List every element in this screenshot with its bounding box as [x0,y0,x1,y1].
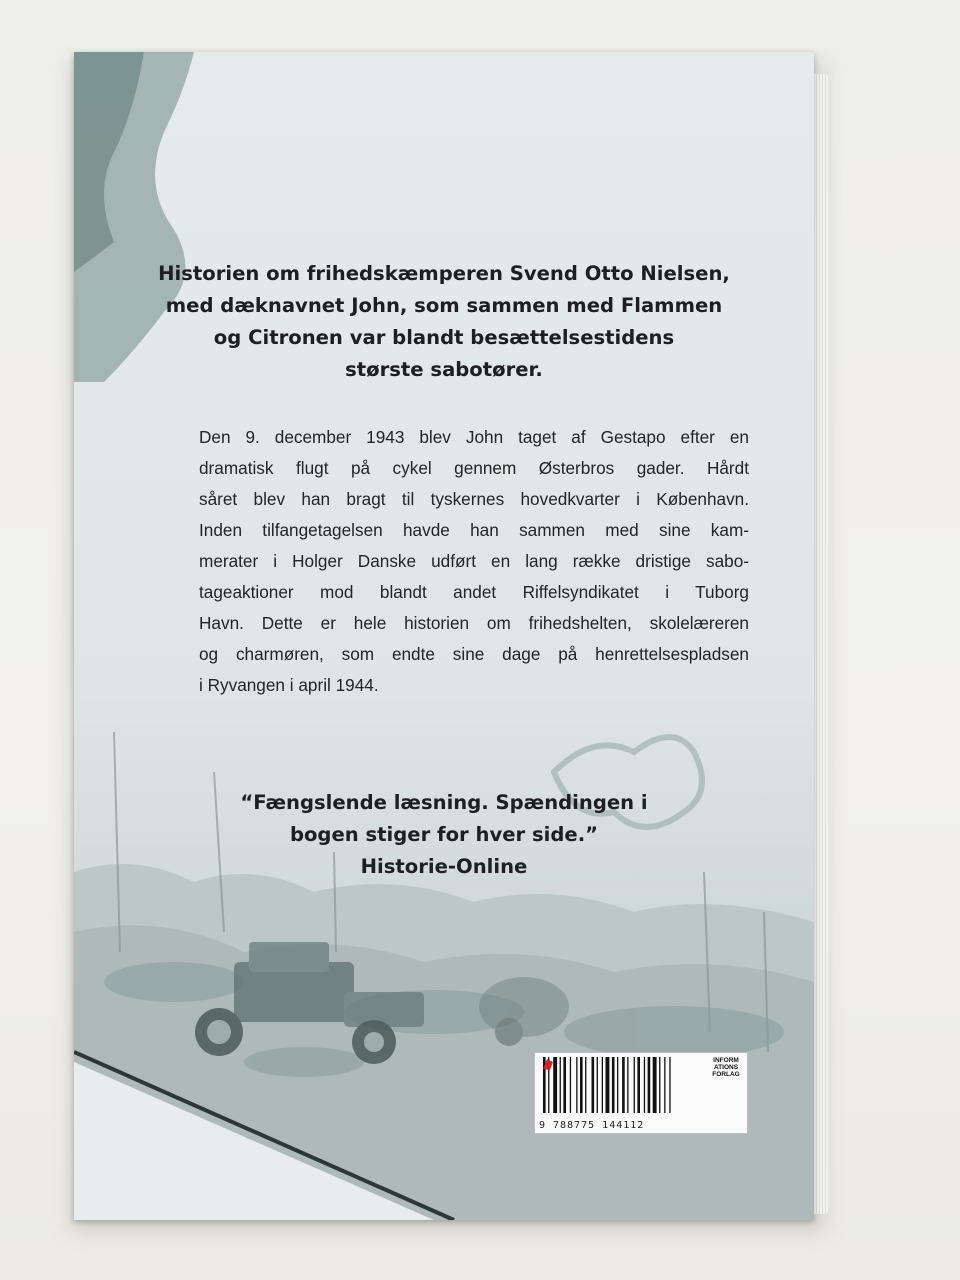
barcode-bar [570,1057,571,1113]
barcode-bar [606,1057,610,1113]
quote-line: bogen stiger for hver side.” [289,823,599,846]
barcode-bar [664,1057,665,1113]
barcode-bar [617,1057,618,1113]
blurb [199,422,749,701]
blurb-line: i Ryvangen i april 1944. [199,675,379,695]
quote-line: “Fængslende læsning. Spændingen i [240,791,648,814]
barcode-bar [576,1057,577,1113]
barcode-bar [585,1057,586,1113]
barcode-bar [644,1057,645,1113]
barcode-bars [541,1057,701,1113]
publisher-line: FORLAG [712,1071,740,1078]
review-quote [74,787,814,883]
barcode-bar [580,1057,583,1113]
blurb-line: såret blev han bragt til tyskernes hovedkvarter i København. [199,489,749,509]
publisher-logo [709,1057,743,1078]
barcode-bar [560,1057,561,1113]
barcode-bar [669,1057,670,1113]
tagline [74,258,814,386]
blurb-line: Den 9. december 1943 blev John taget af Gestapo efter en [199,427,749,447]
tagline-line: med dæknavnet John, som sammen med Flammen [165,294,723,317]
blurb-line: merater i Holger Danske udført en lang række dristige sabo- [199,551,749,571]
book-back-cover [74,52,814,1220]
publisher-line: INFORM [713,1057,739,1064]
blurb-line: Havn. Dette er hele historien om frihedshelten, skolelæreren [199,613,749,633]
barcode-digits: 9 788775 144112 [539,1120,645,1131]
barcode-bar [627,1057,628,1113]
barcode-bar [653,1057,657,1113]
tagline-line: største sabotører. [345,358,543,381]
barcode-bar [634,1057,635,1113]
page-edges [814,74,828,1214]
blurb-line: dramatisk flugt på cykel gennem Østerbros gader. Hårdt [199,458,749,478]
barcode-bar [637,1057,640,1113]
tagline-line: Historien om frihedskæmperen Svend Otto Nielsen, [158,262,730,285]
quote-source: Historie-Online [360,855,528,878]
publisher-line: ATIONS [713,1064,739,1071]
blurb-line: tageaktioner mod blandt andet Riffelsyndikatet i Tuborg [199,582,749,602]
blurb-line: og charmøren, som endte sine dage på henrettelsespladsen [199,644,749,664]
barcode-bar [659,1057,660,1113]
barcode-bar [597,1057,598,1113]
barcode-bar [592,1057,595,1113]
barcode-bar [612,1057,615,1113]
blurb-line: Inden tilfangetagelsen havde han sammen med sine kam- [199,520,749,540]
barcode-bar [648,1057,651,1113]
barcode-bar [602,1057,603,1113]
publisher-mark-icon [541,1057,555,1071]
barcode-bar [622,1057,625,1113]
barcode-bar [563,1057,566,1113]
isbn-barcode [534,1052,748,1134]
tagline-line: og Citronen var blandt besættelsestidens [213,326,675,349]
